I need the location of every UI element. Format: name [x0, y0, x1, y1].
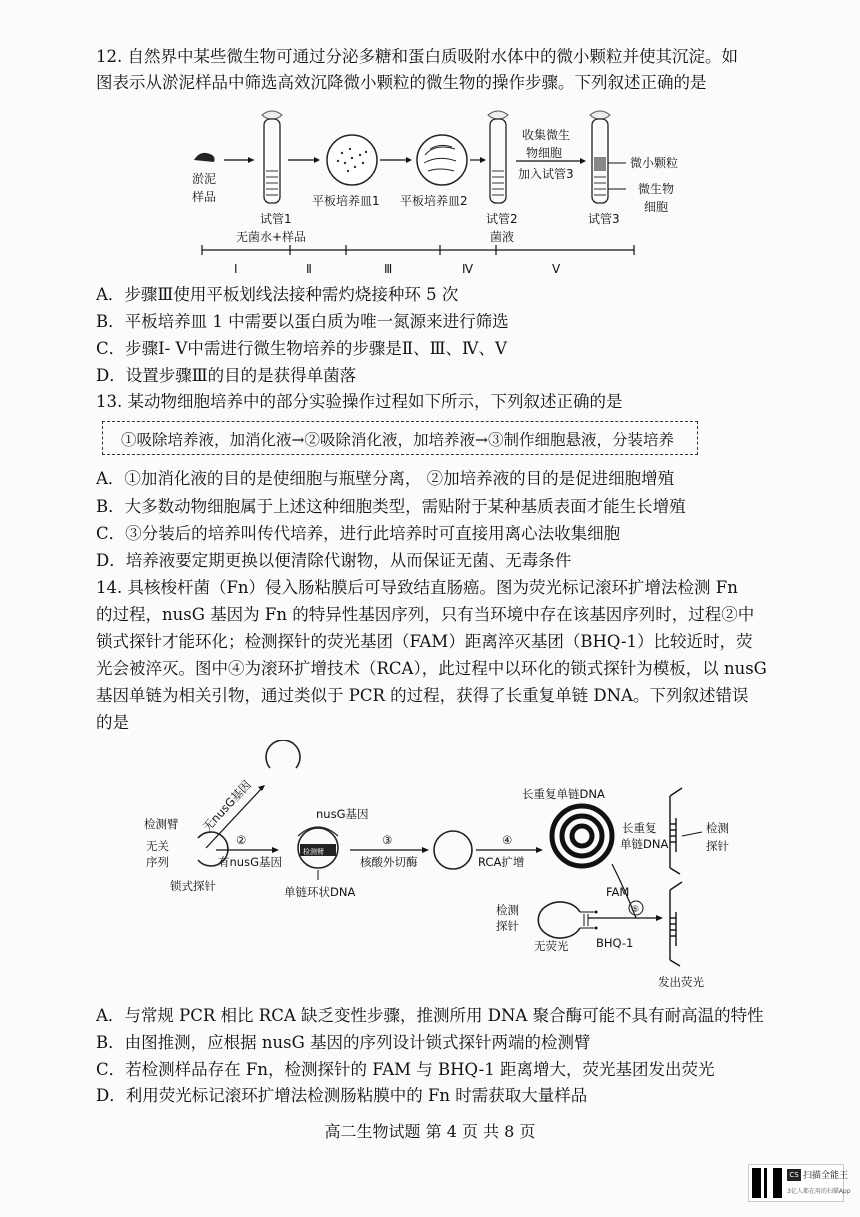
q14-stem-line4: 光会被淬灭。图中④为滚环扩增技术（RCA），此过程中以环化的锁式探针为模板，以 nusG [96, 659, 767, 678]
fam-label: FAM [606, 885, 630, 899]
tube1-content: 无菌水+样品 [236, 230, 307, 244]
unrelated-label-2: 序列 [146, 855, 169, 869]
long-dna-side-1: 长重复 [622, 821, 657, 835]
q14-figure [110, 740, 750, 995]
tube2-label: 试管2 [486, 212, 518, 226]
step-2-label: Ⅱ [306, 262, 312, 276]
detect-arm-small-label: 检测臂 [303, 848, 324, 856]
tube3-icon [590, 111, 610, 203]
step2-label: ② [236, 833, 247, 847]
has-nusg-label: 有nusG基因 [218, 855, 282, 869]
q13-option-a: A．①加消化液的目的是使细胞与瓶壁分离， ②加培养液的目的是促进细胞增殖 [96, 469, 675, 488]
q14-option-c: C．若检测样品存在 Fn，检测探针的 FAM 与 BHQ-1 距离增大，荧光基团发出荧光 [96, 1060, 715, 1079]
ss-circ-label: 单链环状DNA [284, 885, 356, 899]
step-3-label: Ⅲ [384, 262, 393, 276]
sample-label-2: 样品 [192, 190, 217, 204]
camscanner-logo: CS [787, 1169, 801, 1181]
ss-circle-icon [434, 831, 472, 869]
detect-probe-r-2: 探针 [706, 839, 729, 853]
q12-option-d: D．设置步骤Ⅲ的目的是获得单菌落 [96, 366, 357, 385]
camscanner-title: 扫描全能王 [803, 1171, 849, 1181]
long-dna-side-2: 单链DNA [620, 837, 669, 851]
microbes-label-2: 细胞 [644, 200, 669, 214]
tube2-icon [488, 111, 508, 203]
step-bracket [202, 245, 634, 255]
q13-procedure-text: ①吸除培养液，加消化液→②吸除消化液，加培养液→③制作细胞悬液，分装培养 [121, 431, 674, 449]
plate1-icon [327, 135, 377, 185]
bound-probe-bottom-icon [670, 882, 682, 966]
step4-label: ④ [502, 833, 513, 847]
detect-probe-l-1: 检测 [496, 903, 519, 917]
detect-probe-r-1: 检测 [706, 821, 729, 835]
q14-option-a: A．与常规 PCR 相比 RCA 缺乏变性步骤，推测所用 DNA 聚合酶可能不具有耐高温的特性 [96, 1006, 764, 1025]
q14-stem-line2: 的过程，nusG 基因为 Fn 的特异性基因序列，只有当环境中存在该基因序列时，过程②中 [96, 605, 755, 624]
step-5-label: Ⅴ [552, 262, 561, 276]
long-dna-top-label: 长重复单链DNA [522, 787, 605, 801]
detect-arm-label: 检测臂 [144, 817, 179, 831]
no-nusg-label: 无nusG基因 [199, 777, 254, 835]
emit-label: 发出荧光 [658, 975, 704, 989]
q12-option-c: C．步骤Ⅰ- Ⅴ中需进行微生物培养的步骤是Ⅱ、Ⅲ、Ⅳ、Ⅴ [96, 339, 507, 358]
rca-label: RCA扩增 [478, 855, 525, 869]
q12-figure [180, 105, 740, 285]
plate1-label: 平板培养皿1 [312, 194, 380, 208]
qr-code-icon [752, 1168, 782, 1198]
step5-label: ⑤ [631, 905, 640, 915]
step-1-label: Ⅰ [234, 262, 238, 276]
q13-stem: 13. 某动物细胞培养中的部分实验操作过程如下所示，下列叙述正确的是 [96, 392, 623, 411]
q13-procedure-box [102, 421, 698, 455]
nusg-label: nusG基因 [316, 807, 369, 821]
plate2-icon [417, 135, 467, 185]
camscanner-subtitle: 3亿人都在用的扫描App [787, 1188, 851, 1195]
page-footer: 高二生物试题 第 4 页 共 8 页 [324, 1122, 536, 1141]
padlock-label: 锁式探针 [170, 879, 216, 893]
q14-stem-line3: 锁式探针才能环化；检测探针的荧光基团（FAM）距离淬灭基团（BHQ-1）比较近时，荧 [96, 632, 753, 651]
q12-stem-line1: 12. 自然界中某些微生物可通过分泌多糖和蛋白质吸附水体中的微小颗粒并使其沉淀。如 [96, 47, 738, 66]
no-fluor-label: 无荧光 [534, 939, 569, 953]
hairpin-probe-icon [538, 902, 580, 938]
q14-option-b: B．由图推测，应根据 nusG 基因的序列设计锁式探针两端的检测臂 [96, 1033, 591, 1052]
exo-label: 核酸外切酶 [360, 855, 418, 869]
sample-label-1: 淤泥 [192, 172, 217, 186]
q14-stem-line6: 的是 [96, 713, 129, 732]
q12-option-b: B．平板培养皿 1 中需要以蛋白质为唯一氮源来进行筛选 [96, 312, 509, 331]
q13-option-b: B．大多数动物细胞属于上述这种细胞类型，需贴附于某种基质表面才能生长增殖 [96, 497, 686, 516]
tube2-content: 菌液 [490, 230, 515, 244]
step3-label: ③ [382, 833, 393, 847]
q14-option-d: D．利用荧光标记滚环扩增法检测肠粘膜中的 Fn 时需获取大量样品 [96, 1086, 588, 1105]
collect-label-2: 物细胞 [526, 146, 563, 160]
q14-stem-line1: 14. 具核梭杆菌（Fn）侵入肠粘膜后可导致结直肠癌。图为荧光标记滚环扩增法检测 Fn [96, 578, 738, 597]
detect-probe-l-2: 探针 [496, 919, 519, 933]
spiral-dna-icon [552, 806, 612, 866]
collect-label-1: 收集微生 [522, 128, 571, 142]
q13-option-c: C．③分装后的培养叫传代培养，进行此培养时可直接用离心法收集细胞 [96, 524, 621, 543]
tube1-label: 试管1 [260, 212, 292, 226]
microbes-label-1: 微生物 [638, 182, 675, 196]
bhq-label: BHQ-1 [596, 936, 634, 950]
particles-label: 微小颗粒 [630, 156, 679, 170]
unrelated-label-1: 无关 [146, 839, 169, 853]
q14-stem-line5: 基因单链为相关引物，通过类似于 PCR 的过程，获得了长重复单链 DNA。下列叙述错误 [96, 686, 749, 705]
q12-option-a: A．步骤Ⅲ使用平板划线法接种需灼烧接种环 5 次 [96, 285, 459, 304]
q12-stem-line2: 图表示从淤泥样品中筛选高效沉降微小颗粒的微生物的操作步骤。下列叙述正确的是 [96, 73, 707, 92]
open-probe-icon [266, 740, 300, 768]
sludge-icon [194, 153, 215, 162]
step-4-label: Ⅳ [462, 262, 474, 276]
collect-label-3: 加入试管3 [518, 167, 574, 181]
tube3-label: 试管3 [588, 212, 620, 226]
plate2-label: 平板培养皿2 [400, 194, 468, 208]
q13-option-d: D．培养液要定期更换以便清除代谢物，从而保证无菌、无毒条件 [96, 551, 572, 570]
tube1-icon [262, 111, 282, 203]
bound-probe-top-icon [670, 788, 682, 874]
camscanner-badge [748, 1164, 851, 1202]
